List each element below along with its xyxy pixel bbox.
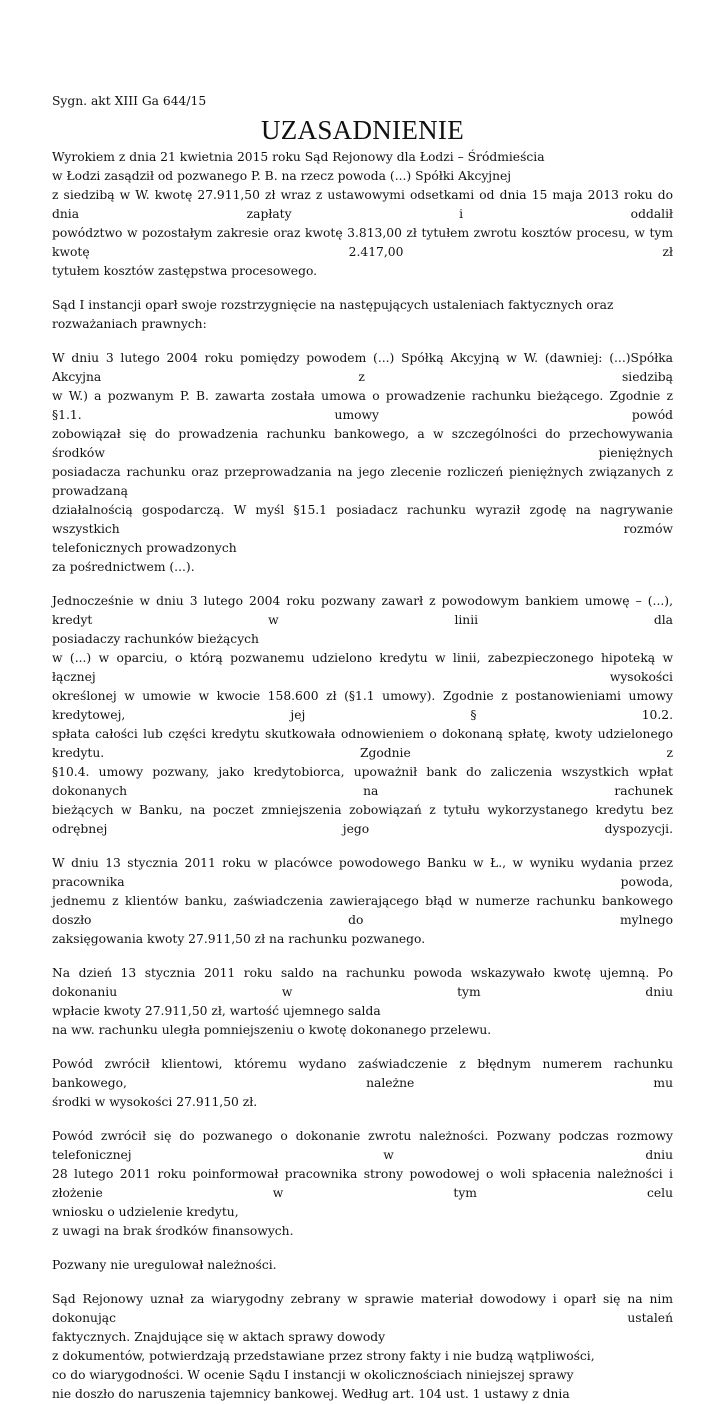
- text-line: środki w wysokości 27.911,50 zł.: [52, 1095, 258, 1109]
- paragraph-6: [52, 964, 673, 1040]
- text-line: Wyrokiem z dnia 21 kwietnia 2015 roku Sąd Rejonowy dla Łodzi – Śródmieścia: [52, 150, 545, 164]
- paragraph-2: [52, 296, 673, 334]
- text-line: określonej w umowie w kwocie 158.600 zł (§1.1 umowy). Zgodnie z postanowieniami umowy kredytowej, jej § 10.2.: [52, 689, 673, 722]
- text-line: w Łodzi zasądził od pozwanego P. B. na rzecz powoda (...) Spółki Akcyjnej: [52, 169, 512, 183]
- text-line: powództwo w pozostałym zakresie oraz kwotę 3.813,00 zł tytułem zwrotu kosztów procesu, w tym kwotę 2.417,00 zł: [52, 226, 673, 259]
- text-line: wpłacie kwoty 27.911,50 zł, wartość ujemnego salda: [52, 1004, 381, 1018]
- text-line: W dniu 13 stycznia 2011 roku w placówce powodowego Banku w Ł., w wyniku wydania przez pracownika powoda,: [52, 856, 673, 889]
- text-line: 28 lutego 2011 roku poinformował pracownika strony powodowej o woli spłacenia należności i złożenie w tym celu: [52, 1167, 673, 1200]
- text-line: z siedzibą w W. kwotę 27.911,50 zł wraz z ustawowymi odsetkami od dnia 15 maja 2013 roku do dnia zapłaty i oddalił: [52, 188, 673, 221]
- text-line: z dokumentów, potwierdzają przedstawiane przez strony fakty i nie budzą wątpliwości,: [52, 1349, 595, 1363]
- document-body: [52, 148, 673, 1404]
- text-line: posiadacza rachunku oraz przeprowadzania na jego zlecenie rozliczeń pieniężnych związanych z prowadzaną: [52, 465, 673, 498]
- paragraph-10: [52, 1290, 673, 1404]
- text-line: posiadaczy rachunków bieżących: [52, 632, 259, 646]
- paragraph-1: [52, 148, 673, 281]
- text-line: Na dzień 13 stycznia 2011 roku saldo na rachunku powoda wskazywało kwotę ujemną. Po dokonaniu w tym dniu: [52, 966, 673, 999]
- text-line: z uwagi na brak środków finansowych.: [52, 1224, 294, 1238]
- paragraph-4: [52, 592, 673, 839]
- paragraph-3: [52, 349, 673, 577]
- text-line: spłata całości lub części kredytu skutkowała odnowieniem o dokonaną spłatę, kwoty udzielonego kredytu. Zgodnie z: [52, 727, 673, 760]
- text-line: Pozwany nie uregulował należności.: [52, 1258, 277, 1272]
- paragraph-7: [52, 1055, 673, 1112]
- text-line: tytułem kosztów zastępstwa procesowego.: [52, 264, 318, 278]
- paragraph-8: [52, 1127, 673, 1241]
- text-line: na ww. rachunku uległa pomniejszeniu o kwotę dokonanego przelewu.: [52, 1023, 492, 1037]
- text-line: faktycznych. Znajdujące się w aktach sprawy dowody: [52, 1330, 386, 1344]
- text-line: Sąd Rejonowy uznał za wiarygodny zebrany w sprawie materiał dowodowy i oparł się na nim dokonując ustaleń: [52, 1292, 673, 1325]
- text-line: działalnością gospodarczą. W myśl §15.1 posiadacz rachunku wyraził zgodę na nagrywanie wszystkich rozmów: [52, 503, 673, 536]
- text-line: Jednocześnie w dniu 3 lutego 2004 roku pozwany zawarł z powodowym bankiem umowę – (...), kredyt w linii dla: [52, 594, 673, 627]
- paragraph-5: [52, 854, 673, 949]
- text-line: Powód zwrócił klientowi, któremu wydano zaświadczenie z błędnym numerem rachunku bankowego, należne mu: [52, 1057, 673, 1090]
- text-line: za pośrednictwem (...).: [52, 560, 195, 574]
- case-signature: Sygn. akt XIII Ga 644/15: [52, 94, 207, 108]
- document-title: UZASADNIENIE: [260, 115, 465, 145]
- text-line: nie doszło do naruszenia tajemnicy bankowej. Według art. 104 ust. 1 ustawy z dnia: [52, 1387, 570, 1401]
- text-line: bieżących w Banku, na poczet zmniejszenia zobowiązań z tytułu wykorzystanego kredytu bez odrębnej jego dyspozycji.: [52, 803, 673, 836]
- text-line: Powód zwrócił się do pozwanego o dokonanie zwrotu należności. Pozwany podczas rozmowy telefonicznej w dniu: [52, 1129, 673, 1162]
- text-line: Sąd I instancji oparł swoje rozstrzygnięcie na następujących ustaleniach faktycznych oraz rozważaniach prawnych:: [52, 298, 614, 331]
- text-line: wniosku o udzielenie kredytu,: [52, 1205, 239, 1219]
- text-line: jednemu z klientów banku, zaświadczenia zawierającego błąd w numerze rachunku bankowego doszło do mylnego: [52, 894, 673, 927]
- text-line: w W.) a pozwanym P. B. zawarta została umowa o prowadzenie rachunku bieżącego. Zgodnie z §1.1. umowy powód: [52, 389, 673, 422]
- text-line: §10.4. umowy pozwany, jako kredytobiorca, upoważnił bank do zaliczenia wszystkich wpłat dokonanych na rachunek: [52, 765, 673, 798]
- text-line: w (...) w oparciu, o którą pozwanemu udzielono kredytu w linii, zabezpieczonego hipoteką w łącznej wysokości: [52, 651, 673, 684]
- text-line: telefonicznych prowadzonych: [52, 541, 237, 555]
- text-line: co do wiarygodności. W ocenie Sądu I instancji w okolicznościach niniejszej sprawy: [52, 1368, 574, 1382]
- text-line: W dniu 3 lutego 2004 roku pomiędzy powodem (...) Spółką Akcyjną w W. (dawniej: (...)Spółka Akcyjna z siedzibą: [52, 351, 673, 384]
- paragraph-9: [52, 1256, 673, 1275]
- text-line: zobowiązał się do prowadzenia rachunku bankowego, a w szczególności do przechowywania środków pieniężnych: [52, 427, 673, 460]
- text-line: zaksięgowania kwoty 27.911,50 zł na rachunku pozwanego.: [52, 932, 426, 946]
